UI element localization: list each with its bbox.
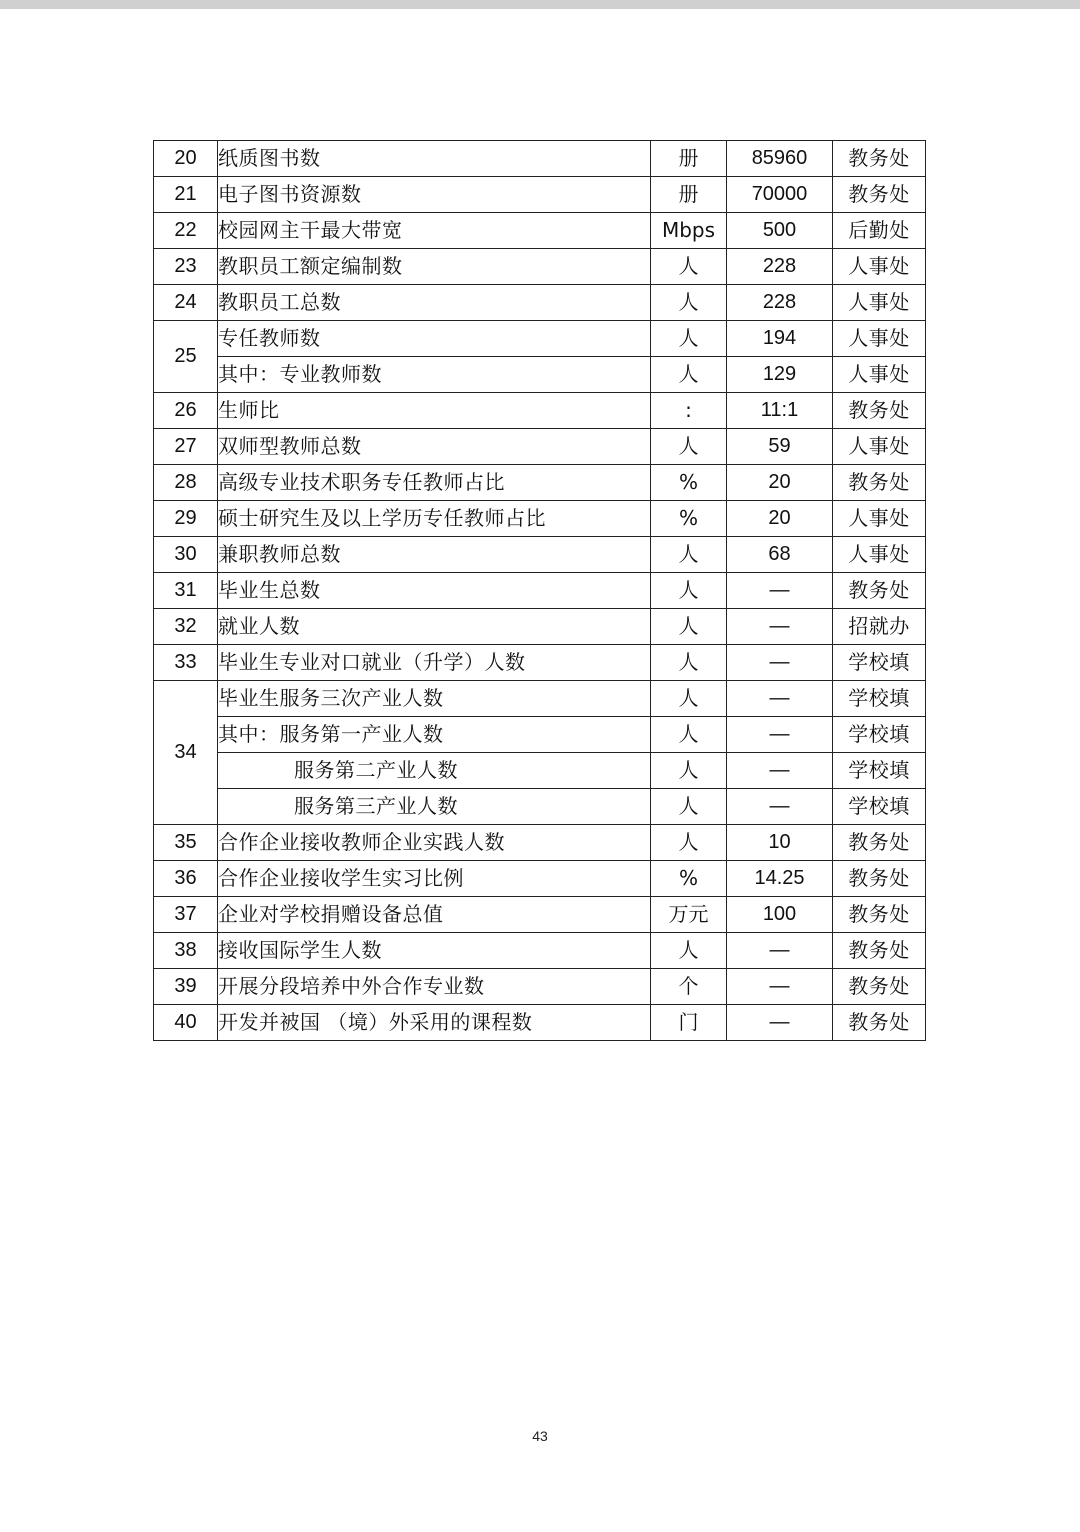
unit: 人 — [651, 789, 727, 825]
value: — — [727, 933, 833, 969]
unit: 人 — [651, 681, 727, 717]
page-number: 43 — [532, 1428, 548, 1444]
department: 人事处 — [833, 249, 926, 285]
department: 后勤处 — [833, 213, 926, 249]
row-number: 28 — [154, 465, 218, 501]
department: 教务处 — [833, 969, 926, 1005]
item-name: 开发并被国 （境）外采用的课程数 — [218, 1005, 651, 1041]
item-name: 校园网主干最大带宽 — [218, 213, 651, 249]
department: 招就办 — [833, 609, 926, 645]
table-row — [154, 969, 926, 1005]
table-row — [154, 789, 926, 825]
value: 194 — [727, 321, 833, 357]
table-row — [154, 1005, 926, 1041]
row-number: 25 — [154, 321, 218, 393]
department: 学校填 — [833, 753, 926, 789]
department: 人事处 — [833, 429, 926, 465]
item-name: 合作企业接收学生实习比例 — [218, 861, 651, 897]
department: 教务处 — [833, 933, 926, 969]
unit: : — [651, 393, 727, 429]
row-number: 39 — [154, 969, 218, 1005]
item-name: 硕士研究生及以上学历专任教师占比 — [218, 501, 651, 537]
table-row — [154, 429, 926, 465]
value: — — [727, 573, 833, 609]
department: 教务处 — [833, 141, 926, 177]
unit: % — [651, 501, 727, 537]
table-row — [154, 753, 926, 789]
table-row — [154, 249, 926, 285]
unit: 人 — [651, 357, 727, 393]
unit: 人 — [651, 249, 727, 285]
item-name: 其中：专业教师数 — [218, 357, 651, 393]
top-bar — [0, 0, 1080, 9]
value: 59 — [727, 429, 833, 465]
row-number: 30 — [154, 537, 218, 573]
unit: 人 — [651, 573, 727, 609]
table-row — [154, 717, 926, 753]
value: 500 — [727, 213, 833, 249]
table-row — [154, 681, 926, 717]
value: 20 — [727, 501, 833, 537]
table-row — [154, 213, 926, 249]
table-row — [154, 177, 926, 213]
row-number: 21 — [154, 177, 218, 213]
row-number: 32 — [154, 609, 218, 645]
row-number: 36 — [154, 861, 218, 897]
table-row — [154, 141, 926, 177]
item-name: 教职员工额定编制数 — [218, 249, 651, 285]
value: — — [727, 753, 833, 789]
table-row — [154, 825, 926, 861]
row-number: 23 — [154, 249, 218, 285]
department: 人事处 — [833, 537, 926, 573]
row-number: 38 — [154, 933, 218, 969]
department: 学校填 — [833, 681, 926, 717]
table-row — [154, 933, 926, 969]
unit: 人 — [651, 645, 727, 681]
department: 教务处 — [833, 465, 926, 501]
item-name: 合作企业接收教师企业实践人数 — [218, 825, 651, 861]
row-number: 31 — [154, 573, 218, 609]
department: 人事处 — [833, 501, 926, 537]
unit: 人 — [651, 321, 727, 357]
item-name: 毕业生服务三次产业人数 — [218, 681, 651, 717]
row-number: 35 — [154, 825, 218, 861]
department: 教务处 — [833, 1005, 926, 1041]
department: 学校填 — [833, 789, 926, 825]
value: — — [727, 645, 833, 681]
item-name: 服务第三产业人数 — [218, 789, 651, 825]
value: — — [727, 681, 833, 717]
department: 教务处 — [833, 177, 926, 213]
unit: 人 — [651, 825, 727, 861]
value: 70000 — [727, 177, 833, 213]
unit: 人 — [651, 717, 727, 753]
row-number: 37 — [154, 897, 218, 933]
row-number: 22 — [154, 213, 218, 249]
table-row — [154, 357, 926, 393]
department: 教务处 — [833, 897, 926, 933]
value: — — [727, 969, 833, 1005]
value: 14.25 — [727, 861, 833, 897]
value: — — [727, 609, 833, 645]
table-row — [154, 465, 926, 501]
unit: 门 — [651, 1005, 727, 1041]
department: 人事处 — [833, 285, 926, 321]
unit: % — [651, 861, 727, 897]
value: 68 — [727, 537, 833, 573]
table-row — [154, 573, 926, 609]
unit: % — [651, 465, 727, 501]
department: 教务处 — [833, 573, 926, 609]
unit: 人 — [651, 933, 727, 969]
unit: Mbps — [651, 213, 727, 249]
item-name: 专任教师数 — [218, 321, 651, 357]
value: 11:1 — [727, 393, 833, 429]
table-row — [154, 897, 926, 933]
department: 教务处 — [833, 861, 926, 897]
department: 人事处 — [833, 357, 926, 393]
item-name: 生师比 — [218, 393, 651, 429]
department: 学校填 — [833, 717, 926, 753]
unit: 人 — [651, 285, 727, 321]
value: 129 — [727, 357, 833, 393]
item-name: 毕业生专业对口就业（升学）人数 — [218, 645, 651, 681]
table-row — [154, 393, 926, 429]
value: — — [727, 1005, 833, 1041]
item-name: 双师型教师总数 — [218, 429, 651, 465]
department: 教务处 — [833, 825, 926, 861]
indicator-table — [153, 140, 926, 1041]
item-name: 企业对学校捐赠设备总值 — [218, 897, 651, 933]
unit: 册 — [651, 177, 727, 213]
value: 100 — [727, 897, 833, 933]
item-name: 就业人数 — [218, 609, 651, 645]
value: 20 — [727, 465, 833, 501]
unit: 人 — [651, 609, 727, 645]
item-name: 电子图书资源数 — [218, 177, 651, 213]
row-number: 26 — [154, 393, 218, 429]
department: 人事处 — [833, 321, 926, 357]
value: 228 — [727, 285, 833, 321]
value: — — [727, 789, 833, 825]
table-row — [154, 321, 926, 357]
row-number: 20 — [154, 141, 218, 177]
item-name: 毕业生总数 — [218, 573, 651, 609]
department: 教务处 — [833, 393, 926, 429]
item-name: 开展分段培养中外合作专业数 — [218, 969, 651, 1005]
item-name: 接收国际学生人数 — [218, 933, 651, 969]
row-number: 34 — [154, 681, 218, 825]
unit: 册 — [651, 141, 727, 177]
table-row — [154, 645, 926, 681]
table-row — [154, 609, 926, 645]
item-name: 兼职教师总数 — [218, 537, 651, 573]
table-row — [154, 861, 926, 897]
unit: 人 — [651, 753, 727, 789]
item-name: 纸质图书数 — [218, 141, 651, 177]
row-number: 24 — [154, 285, 218, 321]
item-name: 服务第二产业人数 — [218, 753, 651, 789]
unit: 人 — [651, 429, 727, 465]
row-number: 40 — [154, 1005, 218, 1041]
department: 学校填 — [833, 645, 926, 681]
value: 10 — [727, 825, 833, 861]
table-row — [154, 537, 926, 573]
item-name: 其中：服务第一产业人数 — [218, 717, 651, 753]
unit: 万元 — [651, 897, 727, 933]
table-row — [154, 501, 926, 537]
row-number: 27 — [154, 429, 218, 465]
row-number: 33 — [154, 645, 218, 681]
value: 228 — [727, 249, 833, 285]
table-row — [154, 285, 926, 321]
item-name: 高级专业技术职务专任教师占比 — [218, 465, 651, 501]
item-name: 教职员工总数 — [218, 285, 651, 321]
value: — — [727, 717, 833, 753]
value: 85960 — [727, 141, 833, 177]
unit: 个 — [651, 969, 727, 1005]
row-number: 29 — [154, 501, 218, 537]
unit: 人 — [651, 537, 727, 573]
